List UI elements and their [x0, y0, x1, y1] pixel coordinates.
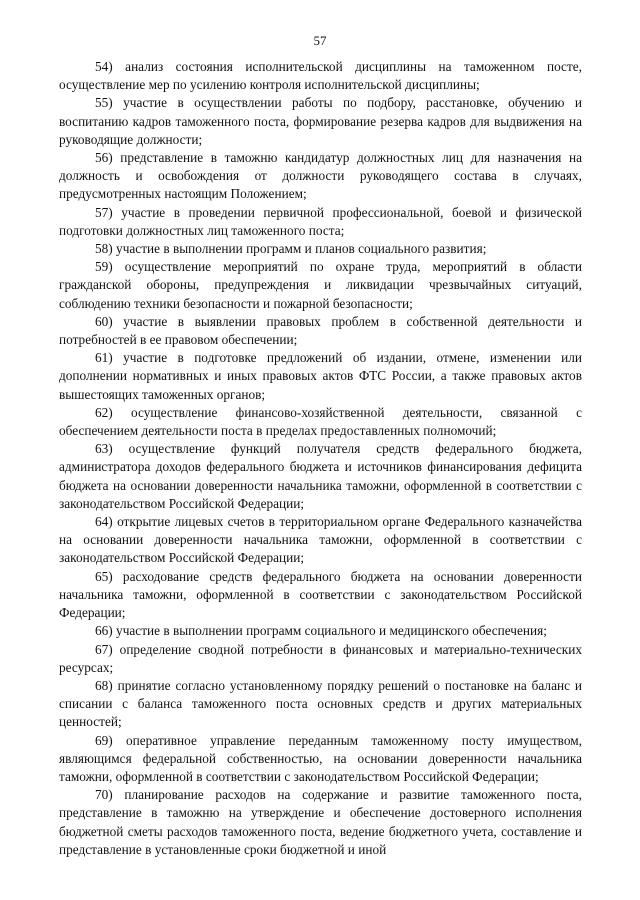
list-item: 56) представление в таможню кандидатур должностных лиц для назначения на должность и освобождения от должности руководящего состава в случаях, предусмотренных настоящим Положением; [59, 150, 582, 202]
list-item: 61) участие в подготовке предложений об издании, отмене, изменении или дополнении нормативных и иных правовых актов ФТС России, а также правовых актов вышестоящих таможенных органов; [59, 350, 582, 402]
list-item: 65) расходование средств федерального бюджета на основании доверенности начальника таможни, оформленной в соответствии с законодательством Российской Федерации; [59, 568, 582, 621]
list-item: 58) участие в выполнении программ и планов социального развития; [95, 241, 487, 257]
list-item: 55) участие в осуществлении работы по подбору, расстановке, обучению и воспитанию кадров таможенного поста, формирование резерва кадров для выдвижения на руководящие должности; [59, 95, 582, 147]
list-item: 67) определение сводной потребности в финансовых и материально-технических ресурсах; [59, 641, 582, 675]
list-item: 63) осуществление функций получателя средств федерального бюджета, администратора доходов федерального бюджета и источников финансирования дефицита бюджета на основании доверенности начальника таможни, оформленной в соответствии с законодательством Российской Федерации; [59, 441, 582, 511]
list-item: 69) оперативное управление переданным таможенному посту имуществом, являющимся федеральной собственностью, на основании доверенности начальника таможни, оформленной в соответствии с законодательством Российской Федерации; [59, 732, 582, 784]
list-item: 64) открытие лицевых счетов в территориальном органе Федерального казначейства на основании доверенности начальника таможни, оформленной в соответствии с законодательством Российской Федерации; [59, 514, 582, 566]
page-number: 57 [313, 33, 327, 48]
list-item: 70) планирование расходов на содержание и развитие таможенного поста, представление в таможню на утверждение и обеспечение достоверного исполнения бюджетной сметы расходов таможенного поста, ведение бюджетного учета, составление и представление в установленные сроки бюджетной и иной [59, 787, 582, 857]
list-item: 54) анализ состояния исполнительской дисциплины на таможенном посте, осуществление мер по усилению контроля исполнительской дисциплины; [59, 59, 582, 93]
document-body [59, 58, 582, 859]
list-item: 68) принятие согласно установленному порядку решений о постановке на баланс и списании с баланса таможенного поста основных средств и других материальных ценностей; [59, 677, 582, 730]
list-item: 57) участие в проведении первичной профессиональной, боевой и физической подготовки должностных лиц таможенного поста; [59, 204, 582, 238]
list-item: 60) участие в выявлении правовых проблем в собственной деятельности и потребностей в ее правовом обеспечении; [59, 313, 582, 348]
list-item: 59) осуществление мероприятий по охране труда, мероприятий в области гражданской обороны, предупреждения и ликвидации чрезвычайных ситуаций, соблюдению техники безопасности и пожарной безопасности; [59, 259, 582, 311]
list-item: 62) осуществление финансово-хозяйственной деятельности, связанной с обеспечением деятельности поста в пределах предоставленных полномочий; [59, 404, 582, 439]
list-item: 66) участие в выполнении программ социального и медицинского обеспечения; [95, 623, 547, 639]
